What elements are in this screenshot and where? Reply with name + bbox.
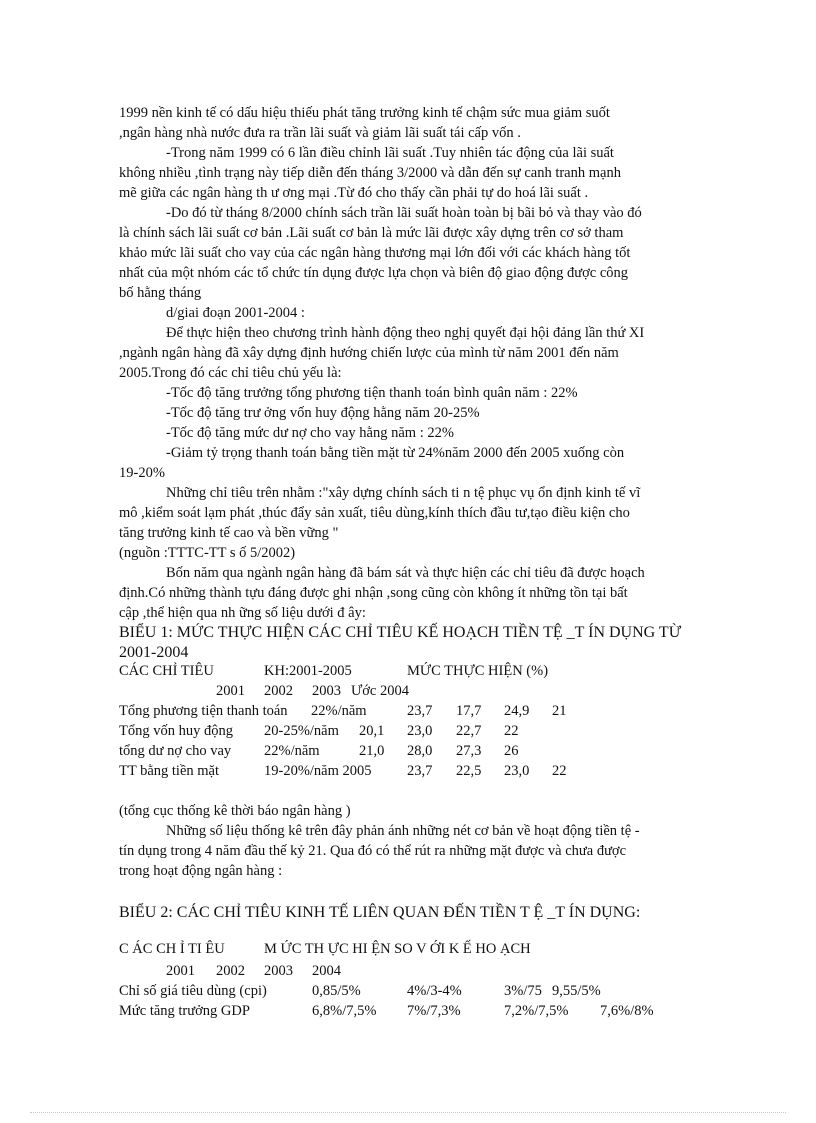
row-value: 4%/3-4%	[407, 983, 462, 999]
text-line: không nhiều ,tình trạng này tiếp diễn đến tháng 3/2000 và dẫn đến sự canh tranh mạnh	[119, 165, 621, 181]
row-label: Mức tăng trưởng GDP	[119, 1003, 250, 1019]
row-value: 23,0	[407, 723, 433, 739]
year-header: Ước 2004	[351, 683, 409, 699]
year-header: 2002	[264, 683, 293, 699]
text-line: mô ,kiểm soát lạm phát ,thúc đẩy sản xuất, tiêu dùng,kính thích đầu tư,tạo điều kiện cho	[119, 505, 630, 521]
row-value: 28,0	[407, 743, 433, 759]
row-label: tổng dư nợ cho vay	[119, 743, 232, 759]
text-line: tín dụng trong 4 năm đầu thế kỷ 21. Qua đó có thể rút ra những mặt được và chưa được	[119, 843, 627, 859]
row-value: 0,85/5%	[312, 983, 361, 999]
row-value: 21,0	[359, 743, 385, 759]
text-line: Những số liệu thống kê trên đây phản ánh những nét cơ bản về hoạt động tiền tệ -	[166, 823, 640, 839]
text-line: ,ngành ngân hàng đã xây dựng định hướng chiến lược của mình từ năm 2001 đến năm	[119, 345, 619, 361]
text-line: Những chỉ tiêu trên nhằm :"xây dựng chính sách ti n tệ phục vụ ổn định kinh tế vĩ	[166, 485, 641, 501]
text-line: bố hằng tháng	[119, 285, 202, 301]
row-value: 23,7	[407, 763, 433, 779]
year-header: 2001	[166, 963, 195, 979]
text-line: định.Có những thành tựu đáng được ghi nhận ,song cũng còn không ít những tồn tại bất	[119, 585, 628, 601]
row-value: 23,7	[407, 703, 433, 719]
row-value: 7,2%/7,5%	[504, 1003, 569, 1019]
row-value: 21	[552, 703, 567, 719]
text-line: Để thực hiện theo chương trình hành động theo nghị quyết đại hội đảng lần thứ XI	[166, 325, 645, 341]
row-value: 27,3	[456, 743, 482, 759]
text-line: là chính sách lãi suất cơ bản .Lãi suất cơ bản là mức lãi được xây dựng trên cơ sở tham	[119, 225, 624, 241]
row-value: 22,7	[456, 723, 482, 739]
list-item: -Giảm tỷ trọng thanh toán bằng tiền mặt từ 24%năm 2000 đến 2005 xuống còn	[166, 445, 625, 461]
table-title: 2001-2004	[119, 644, 189, 661]
row-value: 7,6%/8%	[600, 1003, 654, 1019]
text-line: 19-20%	[119, 465, 165, 481]
year-header: 2003	[312, 683, 341, 699]
text-line: -Do đó từ tháng 8/2000 chính sách trần lãi suất hoàn toàn bị bãi bỏ và thay vào đó	[166, 205, 642, 221]
row-value: 23,0	[504, 763, 530, 779]
row-label: Chỉ số giá tiêu dùng (cpi)	[119, 983, 267, 999]
row-value: 22,5	[456, 763, 482, 779]
row-value: 17,7	[456, 703, 482, 719]
list-item: -Tốc độ tăng trư ởng vốn huy động hằng năm 20-25%	[166, 405, 480, 421]
text-line: Bốn năm qua ngành ngân hàng đã bám sát và thực hiện các chỉ tiêu đã được hoạch	[166, 565, 645, 581]
year-header: 2003	[264, 963, 293, 979]
row-value: 3%/75	[504, 983, 542, 999]
text-line: 2005.Trong đó các chỉ tiêu chủ yếu là:	[119, 365, 342, 381]
column-header-plan: KH:2001-2005	[264, 663, 352, 679]
text-line: cập ,thể hiện qua nh ững số liệu dưới đ ây:	[119, 605, 366, 621]
list-item: -Tốc độ tăng trưởng tổng phương tiện thanh toán bình quân năm : 22%	[166, 385, 578, 401]
row-plan: 22%/năm	[264, 743, 320, 759]
row-label: Tổng phương tiện thanh toán	[119, 703, 288, 719]
table-title: BIỂU 2: CÁC CHỈ TIÊU KINH TẾ LIÊN QUAN ĐẾN TIỀN T Ệ _T ÍN DỤNG:	[119, 904, 641, 921]
text-line: khảo mức lãi suất cho vay của các ngân hàng thương mại lớn đối với các khách hàng tốt	[119, 245, 631, 261]
text-line: -Trong năm 1999 có 6 lần điều chỉnh lãi suất .Tuy nhiên tác động của lãi suất	[166, 145, 614, 161]
text-line: tăng trưởng kinh tế cao và bền vững "	[119, 525, 339, 541]
row-plan: 20-25%/năm	[264, 723, 339, 739]
row-value: 6,8%/7,5%	[312, 1003, 377, 1019]
row-value: 22	[504, 723, 519, 739]
text-line: trong hoạt động ngân hàng :	[119, 863, 283, 879]
table-title: BIỂU 1: MỨC THỰC HIỆN CÁC CHỈ TIÊU KẾ HOẠCH TIỀN TỆ _T ÍN DỤNG TỪ	[119, 624, 682, 641]
year-header: 2002	[216, 963, 245, 979]
column-header-result: MỨC THỰC HIỆN (%)	[407, 663, 549, 679]
row-value: 26	[504, 743, 519, 759]
text-line: 1999 nền kinh tế có dấu hiệu thiếu phát tăng trưởng kinh tế chậm sức mua giảm suốt	[119, 105, 610, 121]
row-label: TT bằng tiền mặt	[119, 763, 219, 779]
table-source: (tổng cục thống kê thời báo ngân hàng )	[119, 803, 351, 819]
row-value: 9,55/5%	[552, 983, 601, 999]
row-value: 7%/7,3%	[407, 1003, 461, 1019]
year-header: 2004	[312, 963, 341, 979]
column-header-label: CÁC CHỈ TIÊU	[119, 663, 214, 679]
column-header-result: M ỨC TH ỰC HI ỆN SO V ỚI K Ế HO ẠCH	[264, 941, 531, 957]
section-heading: d/giai đoạn 2001-2004 :	[166, 305, 305, 321]
column-header-label: C ÁC CH Ỉ TI ÊU	[119, 941, 225, 957]
text-line: mẽ giữa các ngân hàng th ư ơng mại .Từ đó cho thấy cần phải tự do hoá lãi suất .	[119, 185, 589, 201]
list-item: -Tốc độ tăng mức dư nợ cho vay hằng năm : 22%	[166, 425, 454, 441]
page-break-line	[30, 1112, 786, 1113]
row-value: 20,1	[359, 723, 385, 739]
source-note: (nguồn :TTTC-TT s ố 5/2002)	[119, 545, 296, 561]
row-value: 24,9	[504, 703, 530, 719]
row-label: Tổng vốn huy động	[119, 723, 233, 739]
row-plan: 22%/năm	[311, 703, 367, 719]
year-header: 2001	[216, 683, 245, 699]
text-line: nhất của một nhóm các tổ chức tín dụng được lựa chọn và biên độ giao động được công	[119, 265, 629, 281]
text-line: ,ngân hàng nhà nước đưa ra trần lãi suất và giảm lãi suất tái cấp vốn .	[119, 125, 521, 141]
row-plan: 19-20%/năm 2005	[264, 763, 372, 779]
row-value: 22	[552, 763, 567, 779]
